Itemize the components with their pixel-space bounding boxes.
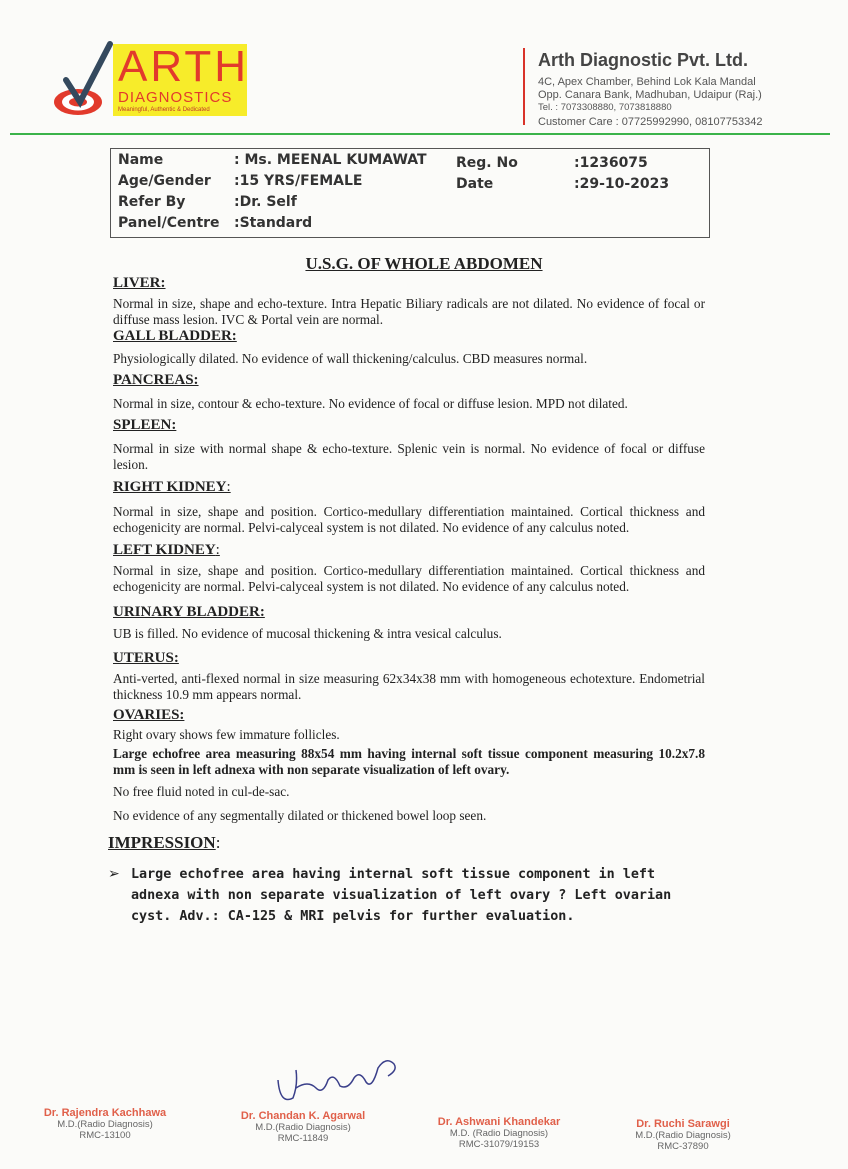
name-value: : Ms. MEENAL KUMAWAT bbox=[234, 152, 427, 168]
doctor-3-reg: RMC-31079/19153 bbox=[458, 1139, 540, 1150]
address-line-1: 4C, Apex Chamber, Behind Lok Kala Mandal bbox=[538, 76, 756, 88]
target-logo-icon bbox=[50, 40, 120, 120]
doctor-3-name: Dr. Ashwani Khandekar bbox=[437, 1116, 561, 1128]
age-value: :15 YRS/FEMALE bbox=[234, 173, 363, 189]
left-kidney-heading: LEFT KIDNEY: bbox=[113, 542, 220, 558]
company-name: Arth Diagnostic Pvt. Ltd. bbox=[538, 50, 749, 70]
panel-value: :Standard bbox=[234, 215, 313, 231]
doctor-2-name: Dr. Chandan K. Agarwal bbox=[240, 1110, 366, 1122]
address-line-2: Opp. Canara Bank, Madhuban, Udaipur (Raj.) bbox=[538, 89, 762, 101]
header-divider bbox=[523, 48, 525, 125]
doctor-4-reg: RMC-37890 bbox=[657, 1141, 709, 1152]
doctor-4 bbox=[608, 1118, 758, 1152]
doctor-1 bbox=[30, 1107, 180, 1141]
impression-heading: IMPRESSION: bbox=[108, 833, 221, 852]
urinary-bladder-heading: URINARY BLADDER: bbox=[113, 604, 265, 620]
customer-care: Customer Care : 07725992990, 08107753342 bbox=[538, 116, 763, 128]
uterus-text: Anti-verted, anti-flexed normal in size measuring 62x34x38 mm with homogeneous echotexture. Endometrial thickness 10.9 mm appears normal. bbox=[113, 671, 705, 702]
reg-value: :1236075 bbox=[574, 155, 648, 171]
logo-text: ARTH bbox=[118, 42, 249, 91]
refer-label: Refer By bbox=[118, 194, 186, 210]
ovaries-text-2: Large echofree area measuring 88x54 mm having internal soft tissue component measuring 10.2x7.8 mm is seen in left adnexa with non separate visualization of left ovary. bbox=[113, 746, 705, 777]
ovaries-text-4: No evidence of any segmentally dilated or thickened bowel loop seen. bbox=[113, 808, 487, 823]
gallbladder-text: Physiologically dilated. No evidence of wall thickening/calculus. CBD measures normal. bbox=[113, 351, 588, 366]
logo-subtext: DIAGNOSTICS bbox=[118, 89, 233, 106]
impression-bullet-icon: ➢ bbox=[108, 867, 120, 882]
ovaries-text-1: Right ovary shows few immature follicles. bbox=[113, 727, 340, 742]
left-kidney-label: LEFT KIDNEY bbox=[113, 542, 216, 558]
doctor-2-qual: M.D.(Radio Diagnosis) bbox=[255, 1122, 351, 1133]
urinary-bladder-text: UB is filled. No evidence of mucosal thickening & intra vesical calculus. bbox=[113, 626, 502, 641]
age-label: Age/Gender bbox=[118, 173, 211, 189]
name-label: Name bbox=[118, 152, 164, 168]
right-kidney-label: RIGHT KIDNEY bbox=[113, 479, 227, 495]
panel-label: Panel/Centre bbox=[118, 215, 220, 231]
date-value: :29-10-2023 bbox=[574, 176, 670, 192]
uterus-heading: UTERUS: bbox=[113, 650, 179, 666]
doctor-2 bbox=[228, 1110, 378, 1144]
phone: Tel. : 7073308880, 7073818880 bbox=[538, 102, 672, 113]
reg-label: Reg. No bbox=[456, 155, 518, 171]
spleen-heading: SPLEEN: bbox=[113, 417, 177, 433]
ovaries-text-3: No free fluid noted in cul-de-sac. bbox=[113, 784, 290, 799]
date-label: Date bbox=[456, 176, 494, 192]
right-kidney-heading: RIGHT KIDNEY: bbox=[113, 479, 231, 495]
doctor-1-reg: RMC-13100 bbox=[79, 1130, 131, 1141]
pancreas-text: Normal in size, contour & echo-texture. No evidence of focal or diffuse lesion. MPD not dilated. bbox=[113, 396, 628, 411]
pancreas-heading: PANCREAS: bbox=[113, 372, 199, 388]
doctor-2-reg: RMC-11849 bbox=[277, 1133, 329, 1144]
left-kidney-text: Normal in size, shape and position. Cortico-medullary differentiation maintained. Cortical thickness and echogenicity are normal. Pelvi-calyceal system is not dilated. No evidence of any calculus noted. bbox=[113, 563, 705, 594]
impression-label: IMPRESSION bbox=[108, 833, 216, 852]
doctor-1-qual: M.D.(Radio Diagnosis) bbox=[57, 1119, 153, 1130]
signature-icon bbox=[268, 1050, 408, 1110]
liver-heading: LIVER: bbox=[113, 275, 166, 291]
gallbladder-heading: GALL BLADDER: bbox=[113, 328, 237, 344]
doctor-1-name: Dr. Rajendra Kachhawa bbox=[43, 1107, 167, 1119]
header-rule bbox=[10, 133, 830, 135]
spleen-text: Normal in size with normal shape & echo-texture. Splenic vein is normal. No evidence of focal or diffuse lesion. bbox=[113, 441, 705, 472]
right-kidney-text: Normal in size, shape and position. Cortico-medullary differentiation maintained. Cortical thickness and echogenicity are normal. Pelvi-calyceal system is not dilated. No evidence of any calculus noted. bbox=[113, 504, 705, 535]
refer-value: :Dr. Self bbox=[234, 194, 297, 210]
doctor-4-qual: M.D.(Radio Diagnosis) bbox=[635, 1130, 731, 1141]
impression-text: Large echofree area having internal soft tissue component in left adnexa with non separate visualization of left ovary ? Left ovarian cyst. Adv.: CA-125 & MRI pelvis for further evaluation. bbox=[131, 867, 672, 924]
report-title: U.S.G. OF WHOLE ABDOMEN bbox=[305, 254, 543, 273]
liver-text: Normal in size, shape and echo-texture. Intra Hepatic Biliary radicals are not dilated. No evidence of focal or diffuse mass lesion. IVC & Portal vein are normal. bbox=[113, 296, 705, 327]
doctor-4-name: Dr. Ruchi Sarawgi bbox=[636, 1118, 730, 1130]
ovaries-heading: OVARIES: bbox=[113, 707, 185, 723]
doctor-3-qual: M.D. (Radio Diagnosis) bbox=[449, 1128, 549, 1139]
doctor-3 bbox=[424, 1116, 574, 1150]
logo-tagline: Meaningful, Authentic & Dedicated bbox=[118, 107, 210, 113]
